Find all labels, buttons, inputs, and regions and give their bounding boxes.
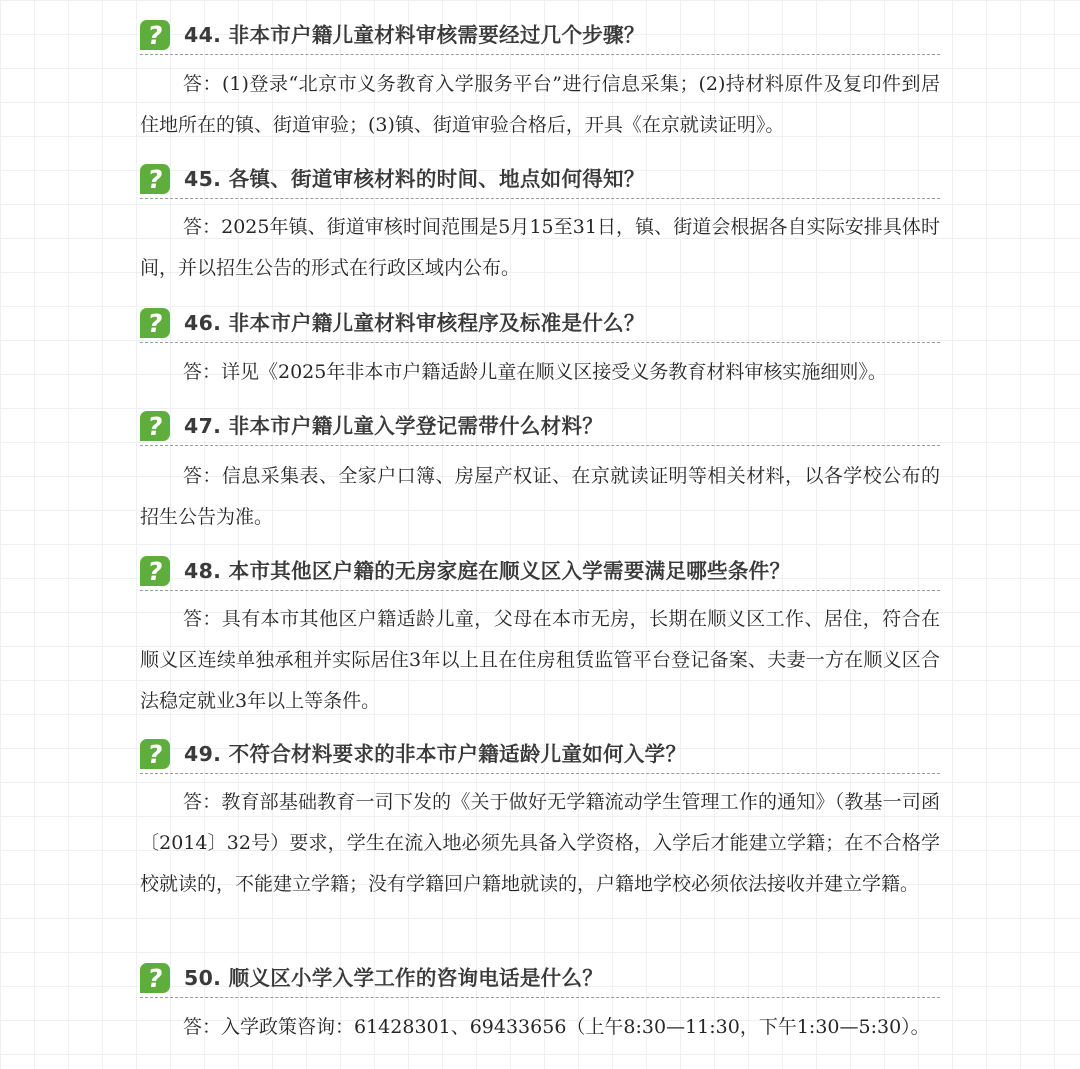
question-row (140, 158, 940, 199)
answer-text: 答：具有本市其他区户籍适龄儿童，父母在本市无房，长期在顺义区工作、居住，符合在顺义区连续单独承租并实际居住3年以上且在住房租赁监管平台登记备案、夫妻一方在顺义区合法稳定就业3年以上等条件。 (140, 608, 940, 712)
answer-text: 答：信息采集表、全家户口簿、房屋产权证、在京就读证明等相关材料，以各学校公布的招生公告为准。 (140, 465, 940, 528)
question-row (140, 957, 940, 998)
question-mark-icon: ? (140, 556, 170, 586)
question-mark-icon: ? (140, 308, 170, 338)
question-mark-icon: ? (140, 963, 170, 993)
answer-text: 答：(1)登录“北京市义务教育入学服务平台”进行信息采集；(2)持材料原件及复印件到居住地所在的镇、街道审验；(3)镇、街道审验合格后，开具《在京就读证明》。 (140, 73, 940, 136)
question-mark-icon: ? (140, 739, 170, 769)
question-mark-icon: ? (140, 164, 170, 194)
question-text: 44. 非本市户籍儿童材料审核需要经过几个步骤？ (184, 23, 645, 47)
question-text: 49. 不符合材料要求的非本市户籍适龄儿童如何入学？ (184, 742, 687, 766)
question-text: 47. 非本市户籍儿童入学登记需带什么材料？ (184, 414, 604, 438)
question-row (140, 14, 940, 55)
question-row (140, 733, 940, 774)
question-text: 48. 本市其他区户籍的无房家庭在顺义区入学需要满足哪些条件？ (184, 559, 791, 583)
answer-text: 答：入学政策咨询：61428301、69433656（上午8:30—11:30，下午1:30—5:30）。 (183, 1016, 930, 1038)
question-row (140, 405, 940, 446)
question-row (140, 302, 940, 343)
answer-text: 答：教育部基础教育一司下发的《关于做好无学籍流动学生管理工作的通知》（教基一司函〔2014〕32号）要求，学生在流入地必须先具备入学资格，入学后才能建立学籍；在不合格学校就读的，不能建立学籍；没有学籍回户籍地就读的，户籍地学校必须依法接收并建立学籍。 (140, 791, 940, 895)
question-mark-icon: ? (140, 20, 170, 50)
question-text: 45. 各镇、街道审核材料的时间、地点如何得知？ (184, 167, 645, 191)
answer-text: 答：详见《2025年非本市户籍适龄儿童在顺义区接受义务教育材料审核实施细则》。 (183, 361, 887, 383)
question-text: 46. 非本市户籍儿童材料审核程序及标准是什么？ (184, 311, 645, 335)
question-row (140, 550, 940, 591)
question-text: 50. 顺义区小学入学工作的咨询电话是什么？ (184, 966, 604, 990)
question-mark-icon: ? (140, 411, 170, 441)
answer-text: 答：2025年镇、街道审核时间范围是5月15至31日，镇、街道会根据各自实际安排具体时间，并以招生公告的形式在行政区域内公布。 (140, 216, 940, 279)
